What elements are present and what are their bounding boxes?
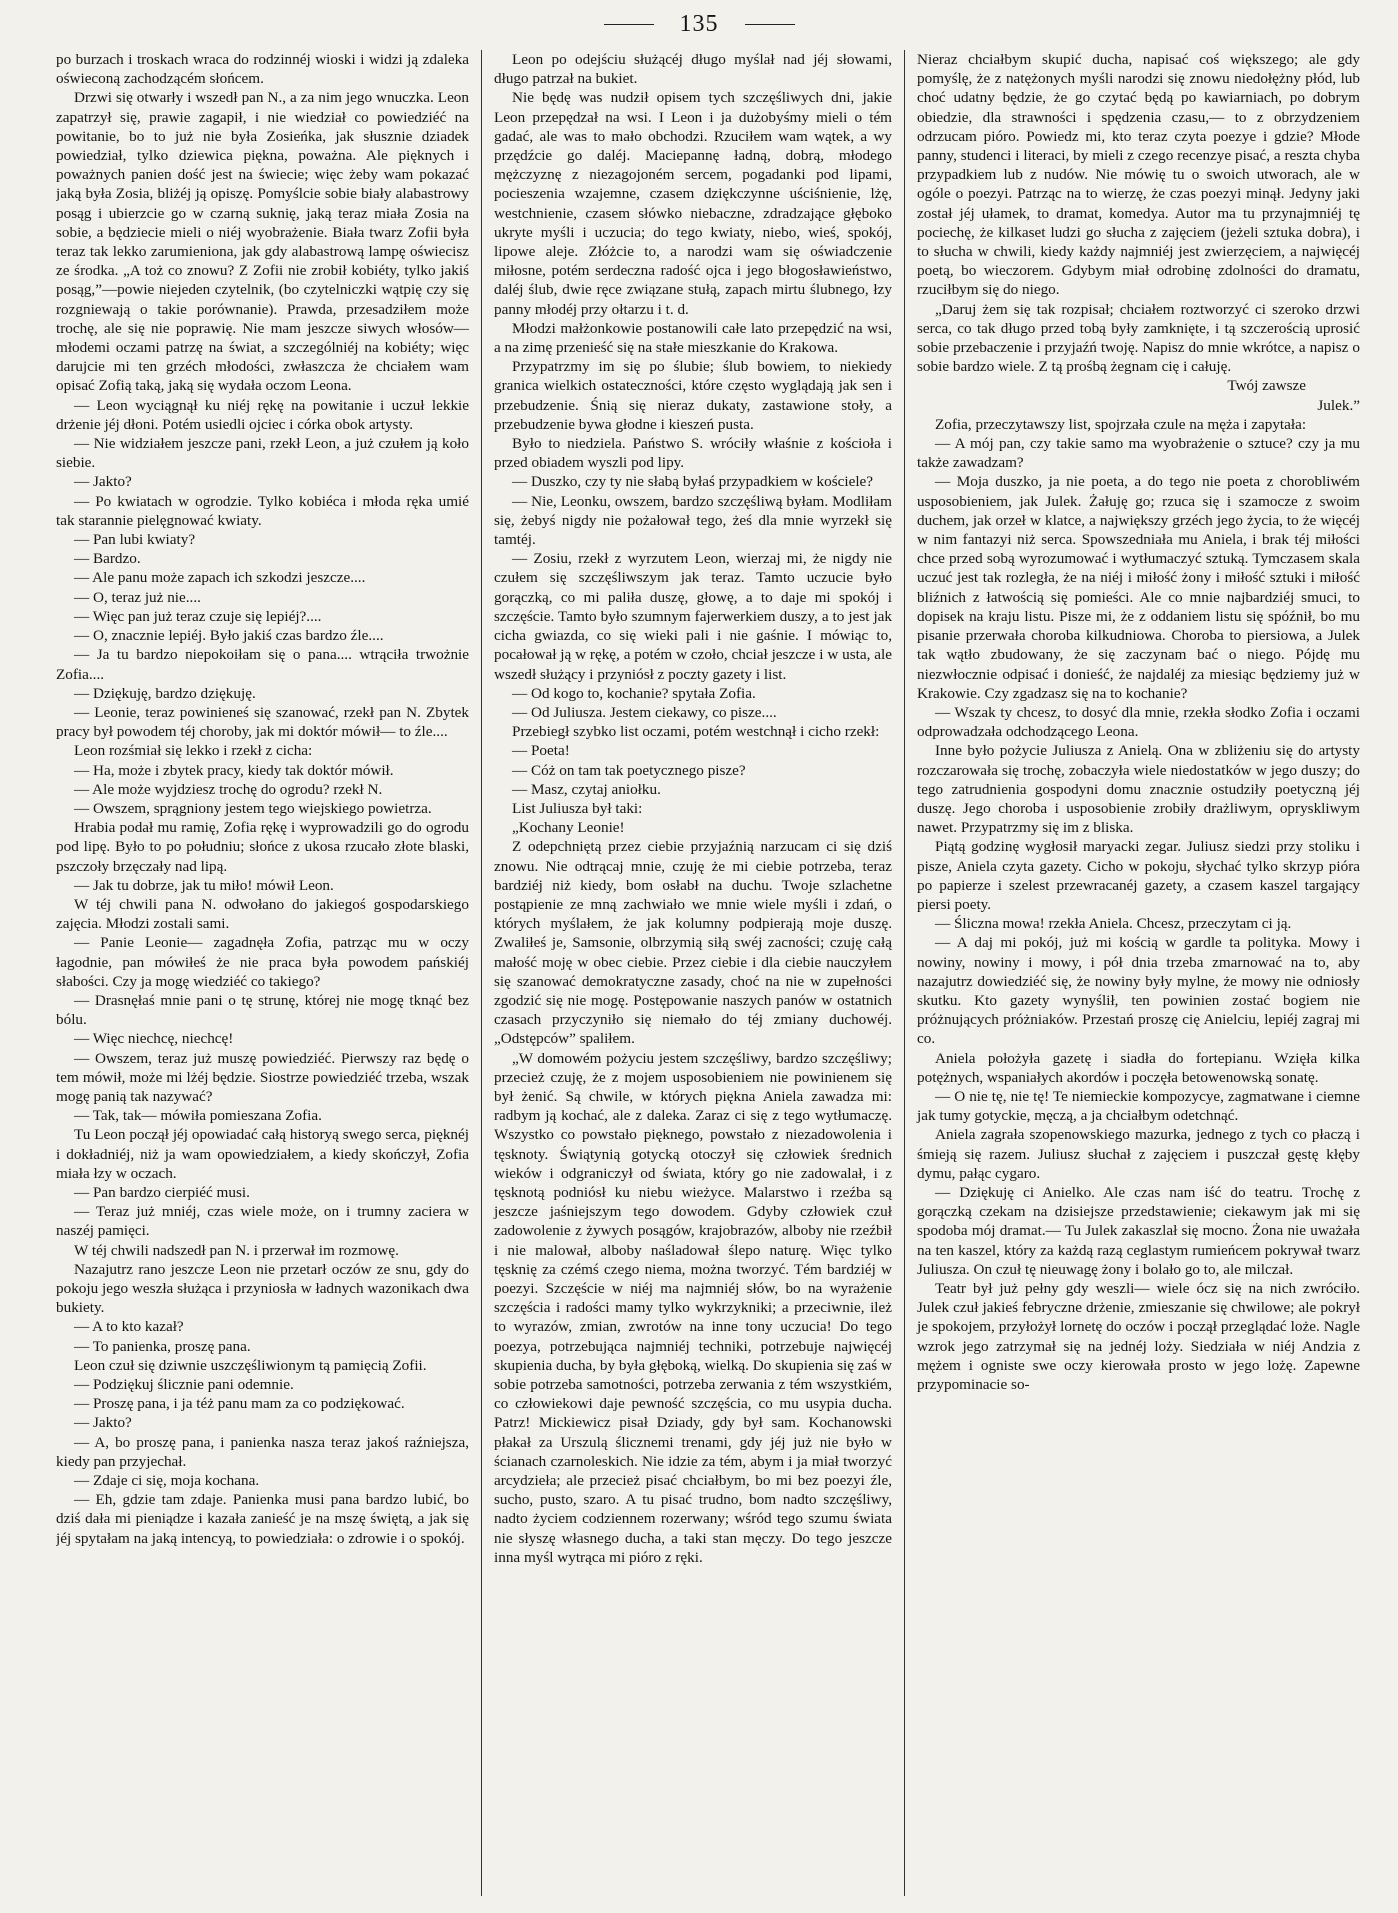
column-1 <box>56 50 481 1896</box>
letter-signature: Julek.” <box>1317 396 1360 414</box>
paragraph: Piątą godzinę wygłosił maryacki zegar. Juliusz siedzi przy stoliku i pisze, Aniela czyta gazety. Cicho w pokoju, słychać tylko skrzyp pióra po papierze i szelest przewracanéj gazety, a czasem kaszel targający piersi poety. <box>917 838 1360 913</box>
header-rule-right <box>745 24 795 25</box>
paragraph: Aniela położyła gazetę i siadła do fortepianu. Wzięła kilka potężnych, wspaniałych akordów i poczęła betowenowską sonatę. <box>917 1049 1360 1086</box>
paragraph: — Zdaje ci się, moja kochana. <box>74 1472 260 1490</box>
paragraph: — Masz, czytaj aniołku. <box>512 780 661 798</box>
paragraph: — Bardzo. <box>74 550 141 568</box>
paragraph: — Nie widziałem jeszcze pani, rzekł Leon, a już czułem ją koło siebie. <box>56 435 469 472</box>
paragraph: — Ha, może i zbytek pracy, kiedy tak doktór mówił. <box>74 761 394 779</box>
paragraph: — Duszko, czy ty nie słabą byłaś przypadkiem w kościele? <box>512 473 874 491</box>
paragraph: — Dziękuję ci Anielko. Ale czas nam iść do teatru. Trochę z gorączką czekam na dzisiejsze przedstawienie; ciekawym jak mi się spodoba mój dramat.— Tu Julek zakaszlał się mocno. Żona nie uważała na ten kaszel, który za każdą razą ceglastym rumieńcem pokrywał twarz Juliusza. On czuł tę nieuwagę żony i bolało go to, ale milczał. <box>917 1183 1360 1278</box>
paragraph: — Podziękuj ślicznie pani odemnie. <box>74 1376 294 1394</box>
paragraph: — A mój pan, czy takie samo ma wyobrażenie o sztuce? czy ja mu także zawadzam? <box>917 435 1360 472</box>
paragraph: — O, teraz już nie.... <box>74 588 201 606</box>
paragraph: — Więc pan już teraz czuje się lepiéj?.... <box>74 607 322 625</box>
header-rule-left <box>604 24 654 25</box>
paragraph: — Pan bardzo cierpiéć musi. <box>74 1183 250 1201</box>
paragraph: — A to kto kazał? <box>74 1318 184 1336</box>
paragraph: — Pan lubi kwiaty? <box>74 531 196 549</box>
paragraph: — Jak tu dobrze, jak tu miło! mówił Leon. <box>74 876 334 894</box>
paragraph: — Jakto? <box>74 473 132 491</box>
paragraph: Aniela zagrała szopenowskiego mazurka, jednego z tych co płaczą i śmieją się razem. Juliusz słuchał z zajęciem i puszczał gęstę kłęby dymu, pałąc cygaro. <box>917 1126 1360 1182</box>
paragraph: Z odepchniętą przez ciebie przyjaźnią narzucam ci się dziś znowu. Nie odtrącaj mnie, czuję że mi ciebie potrzeba, teraz bardziéj niż kiedy, bom osłabł na duchu. Twoje szlachetne postąpienie ze mną zachwiało we mnie wiele myśli i zdań, o których myślałem, że jak kolumny podpierają moje duszę. Zwaliłeś je, Samsonie, olbrzymią siłą swéj zacności; czuję całą małość moję w obec ciebie. Przez ciebie i dla ciebie nauczyłem się szanować demokratyczne zasady, choć na nie w zupełności zgodzić się nie mogę. Postępowanie naszych panów w ostatnich czasach przyczyniło się niemało do téj zmiany duchowéj. „Odstępców” spaliłem. <box>494 838 892 1048</box>
paragraph: — O nie tę, nie tę! Te niemieckie kompozycye, zagmatwane i ciemne jak tumy gotyckie, męczą, a ja chciałbym odetchnąć. <box>917 1087 1360 1125</box>
paragraph: — Nie, Leonku, owszem, bardzo szczęśliwą byłam. Modliłam się, żebyś nigdy nie pożałował tego, żeś dla mnie wyrzekł się tamtéj. <box>494 492 892 549</box>
paragraph: Nazajutrz rano jeszcze Leon nie przetarł oczów ze snu, gdy do pokoju jego weszła służąca i przyniosła w ładnych wazonikach dwa bukiety. <box>56 1260 469 1317</box>
paragraph: — Po kwiatach w ogrodzie. Tylko kobiéca i młoda ręka umié tak starannie pielęgnować kwiaty. <box>56 492 469 529</box>
paragraph: Leon rozśmiał się lekko i rzekł z cicha: <box>74 742 313 760</box>
paragraph: Zofia, przeczytawszy list, spojrzała czule na męża i zapytała: <box>935 415 1307 433</box>
paragraph: — Wszak ty chcesz, to dosyć dla mnie, rzekła słodko Zofia i oczami odprowadzała odchodzącego Leona. <box>917 703 1360 741</box>
paragraph: Młodzi małżonkowie postanowili całe lato przepędzić na wsi, a na zimę przenieść się na stałe mieszkanie do Krakowa. <box>494 319 892 357</box>
text-columns <box>56 50 1360 1896</box>
paragraph: — O, znacznie lepiéj. Było jakiś czas bardzo źle.... <box>74 627 384 645</box>
paragraph: Leon po odejściu służącéj długo myślał nad jéj słowami, długo patrzał na bukiet. <box>494 51 892 88</box>
paragraph: — Od Juliusza. Jestem ciekawy, co pisze.... <box>512 703 777 721</box>
paragraph: Leon czuł się dziwnie uszczęśliwionym tą pamięcią Zofii. <box>74 1356 427 1374</box>
paragraph: — Owszem, teraz już muszę powiedziéć. Pierwszy raz będę o tem mówił, może mi lżéj będzie. Siostrze powiedziéć trzeba, wszak mogę panią tak nazywać? <box>56 1049 469 1105</box>
paragraph: — Ale może wyjdziesz trochę do ogrodu? rzekł N. <box>74 780 383 798</box>
paragraph: Nieraz chciałbym skupić ducha, napisać coś większego; ale gdy pomyślę, że z natężonych myśli narodzi się znowu niedołężny płód, lub choć udatny będzie, że go czytać będą po kawiarniach, po dobrym obiedzie, dla strawności i spędzenia czasu,— to z obrzydzeniem odrzucam pióro. Powiedz mi, kto teraz czyta poezye i gdzie? Młode panny, studenci i literaci, by mieli z czego recenzye pisać, a reszta chyba przypadkiem lub z nudów. Nie mówię tu o swoich utworach, ale w ogóle o poezyi. Patrząc na to wierzę, że czas poezyi minął. Jedyny jaki został jéj ułamek, to dramat, komedya. Autor ma tu przynajmniéj tę pociechę, że kilkaset ludzi go słucha z zajęciem (jeżeli sztuka dobra), i to słucha w chwili, kiedy każdy najmniéj jest zwierzęciem, a najwięcéj poetą, bo wieczorem. Gdybym miał odrobinę zdolności do dramatu, rzuciłbym się do niego. <box>917 51 1360 299</box>
paragraph: — Drasnęłaś mnie pani o tę strunę, której nie mogę tknąć bez bólu. <box>56 991 469 1029</box>
column-2 <box>481 50 904 1896</box>
paragraph: Drzwi się otwarły i wszedł pan N., a za nim jego wnuczka. Leon zapatrzył się, prawie zagapił, i nie wiedział co powiedziéć na powitanie, bo to już nie była Zosieńka, jak słusznie dziadek powiedział, tylko dziewica piękna, poważna. Ale pięknych i poważnych panien dość jest na świecie; więc żeby wam pokazać jaką była Zosia, bliżéj ją opiszę. Pomyślcie sobie biały alabastrowy posąg i ubierzcie go w czarną suknię, jaką teraz miała Zosia na sobie, a będziecie mieli o niéj wyobrażenie. Biała twarz Zofii była teraz tak lekko zarumieniona, jak gdy alabastrową lampę oświecisz ze środka. „A toż co znowu? Z Zofii nie zrobił kobiéty, tylko jakiś posąg,”—powie niejeden czytelnik, (bo czytelniczki wątpię czy się rozgniewają o takie porównanie). Prawda, przesadziłem może trochę, ale się nie poprawię. Nie mam jeszcze siwych włosów— młodemi oczami patrzę na świat, a szczególniéj na kobiéty; więc darujcie mi ten grzéch młodości, zwłaszcza że chciałem wam opisać Zofią taką, jaką się wydała oczom Leona. <box>56 89 469 395</box>
paragraph: — Poeta! <box>512 742 570 760</box>
paragraph: Inne było pożycie Juliusza z Anielą. Ona w zbliżeniu się do artysty rozczarowała się trochę, zobaczyła wiele niedostatków w jego duszy; do tego zatrudnienia gospodyni domu znacznie ostudziły poetyczną jéj duszę. Jego choroba i usposobienie zrobiły drażliwym, opryskliwym nawet. Przypatrzmy się im z bliska. <box>917 742 1360 837</box>
paragraph: — Zosiu, rzekł z wyrzutem Leon, wierzaj mi, że nigdy nie czułem się szczęśliwszym jak teraz. Tamto uczucie było gorączką, co mi paliła duszę, głowę, a to daje mi spokój i szczęście. Tamto było szumnym fajerwerkiem duszy, a to jest jak cicha gwiazda, co się wieki pali i nie gaśnie. I mówiąc to, pocałował ją w rękę, a potém w czoło, chciał jeszcze i w usta, ale wszedł służący i przyniósł z poczty gazety i list. <box>494 550 892 683</box>
page-number: 135 <box>679 10 719 37</box>
letter-closing: Twój zawsze <box>1227 377 1306 395</box>
paragraph: — Więc niechcę, niechcę! <box>74 1030 234 1048</box>
paragraph: — Eh, gdzie tam zdaje. Panienka musi pana bardzo lubić, bo dziś dała mi pieniądze i kazała zanieść je na mszę świętą, a jak się jéj spytałam na jaką intencyą, to powiedziała: o zdrowie i o spokój. <box>56 1491 469 1547</box>
paragraph: — A daj mi pokój, już mi kością w gardle ta polityka. Mowy i nowiny, nowiny i mowy, i pół dnia trzeba zmarnować na to, aby nazajutrz dowiedziéć się, że nowiny były mylne, że mowy nie odniosły skutku. Kto gazety wynyślił, ten powinien zostać bogiem nie próżnujących próżniaków. Przestań proszę cię Anielciu, lepiéj zagraj mi co. <box>917 934 1360 1048</box>
paragraph: „Kochany Leonie! <box>512 819 625 837</box>
column-3 <box>904 50 1360 1896</box>
page-header <box>0 4 1398 44</box>
paragraph: — Cóż on tam tak poetycznego pisze? <box>512 761 746 779</box>
paragraph: — A, bo proszę pana, i panienka nasza teraz jakoś raźniejsza, kiedy pan przyjechał. <box>56 1433 469 1470</box>
paragraph: — Leon wyciągnął ku niéj rękę na powitanie i uczuł lekkie drżenie jéj dłoni. Potém usiedli ojciec i córka obok artysty. <box>56 396 469 433</box>
paragraph: — Teraz już mniéj, czas wiele może, on i trumny zaciera w naszéj pamięci. <box>56 1203 469 1240</box>
paragraph: W téj chwili nadszedł pan N. i przerwał im rozmowę. <box>74 1241 399 1259</box>
paragraph: — Ja tu bardzo niepokoiłam się o pana.... wtrąciła trwożnie Zofia.... <box>56 646 469 683</box>
paragraph: po burzach i troskach wraca do rodzinnéj wioski i widzi ją zdaleka oświeconą zachodzącém słońcem. <box>56 51 469 88</box>
paragraph: Było to niedziela. Państwo S. wróciły właśnie z kościoła i przed obiadem wyszli pod lipy. <box>494 435 892 472</box>
paragraph: — Ale panu może zapach ich szkodzi jeszcze.... <box>74 569 366 587</box>
paragraph: — Moja duszko, ja nie poeta, a do tego nie poeta z chorobliwém usposobieniem, jak Julek. Żałuję go; rzuca się i szamocze z swoim duchem, jak orzeł w klatce, a największy grzéch jego życia, to że więcéj w nim fantazyi niż serca. Spowszedniała mu Aniela, i brak téj miłości chce przed sobą wyrozumować i wytłumaczyć sztuką. Tymczasem skala uczuć jest tak rozległa, że na niéj i miłość żony i miłość sztuki i miłość bliźnich z łatwością się pomieści. Ale co mnie najbardziéj smuci, to dopisek na kraju listu. Pisze mi, że z oddaniem listu się spóźnił, bo mu pisanie przerwała choroba kilkudniowa. Choroba to piersiowa, a Julek tak wątło zbudowany, że się zaczynam bać o niego. Pójdę mu niezwłocznie odpisać i donieść, że najdaléj za miesiąc będziemy już w Krakowie. Czy zgadzasz się na to kochanie? <box>917 473 1360 702</box>
paragraph: — Leonie, teraz powinieneś się szanować, rzekł pan N. Zbytek pracy był powodem téj choroby, jak mi doktór mówił— to źle.... <box>56 703 469 741</box>
paragraph: Przypatrzmy im się po ślubie; ślub bowiem, to niekiedy granica wielkich ostateczności, które często wyglądają jak sen i przebudzenie. Śnią się nieraz dukaty, zastawione stoły, a przebudzenie bywa głodne i kieszeń pusta. <box>494 358 892 433</box>
paragraph: List Juliusza był taki: <box>512 799 643 817</box>
paragraph: — Śliczna mowa! rzekła Aniela. Chcesz, przeczytam ci ją. <box>935 915 1292 933</box>
paragraph: — To panienka, proszę pana. <box>74 1337 251 1355</box>
paragraph: „Daruj żem się tak rozpisał; chciałem roztworzyć ci szeroko drzwi serca, co tak długo przed tobą były zamknięte, i tą szczerością uprosić sobie przebaczenie i przyjaźń twoję. Napisz do mnie wkrótce, a napisz o sobie bardzo wiele. Z tą prośbą żegnam cię i całuję. <box>917 300 1360 376</box>
paragraph: — Tak, tak— mówiła pomieszana Zofia. <box>74 1107 322 1125</box>
paragraph: — Od kogo to, kochanie? spytała Zofia. <box>512 684 756 702</box>
paragraph: Tu Leon począł jéj opowiadać całą historyą swego serca, pięknéj i dokładniéj, niż ja wam opowiedziałem, a kiedy skończył, Zofia miała łzy w oczach. <box>56 1126 469 1182</box>
paragraph: — Dziękuję, bardzo dziękuję. <box>74 684 256 702</box>
paragraph: — Proszę pana, i ja téż panu mam za co podziękować. <box>74 1395 405 1413</box>
paragraph: — Owszem, sprągniony jestem tego wiejskiego powietrza. <box>74 799 432 817</box>
paragraph: — Panie Leonie— zagadnęła Zofia, patrząc mu w oczy łagodnie, pan mówiłeś że nie praca była powodem pańskiéj słabości. Czy ja mogę wiedziéć co takiego? <box>56 934 469 990</box>
paragraph: W téj chwili pana N. odwołano do jakiegoś gospodarskiego zajęcia. Młodzi zostali sami. <box>56 895 469 933</box>
paragraph: „W domowém pożyciu jestem szczęśliwy, bardzo szczęśliwy; przecież czuję, że z mojem usposobieniem nie powinienem się był żenić. Są chwile, w których piękna Aniela zawadza mi: radbym ją kochać, ale z daleka. Zaraz ci się z tego wytłumaczę. Wszystko co powstało pięknego, powstało z niezadowolenia i tęsknoty. Świątynią gotycką otoczył się człowiek średnich wieków i odgraniczył od świata, który go nie zadowalał, i z tęsknotą podniósł ku niebu wieżyce. Malarstwo i rzeźba są jeszcze jaśniejszym tego dowodem. Gdyby człowiek czuł zadowolenie z żywych posągów, krajobrazów, alboby nie rzeźbił i nie malował, alboby naśladował ślepo naturę. Więc tylko tęsknię za czémś czego niema, można tworzyć. Tém bardziéj w poezyi. Szczęście w niéj ma najmniéj słów, bo na wyrażenie szczęścia i radości mamy tylko wykrzykniki; a przeciwnie, ileż to wyrazów, zmian, zwrotów na inne tony uczucia! Do tego poezya, potrzebująca najmniéj techniki, potrzebuje najwięcéj skupienia ducha, by była głęboką, wielką. Do skupienia się zaś w sobie potrzeba samotności, potrzeba zerwania z tém wszystkiém, co człowiekowi daje pewność szczęścia, co mu usypia ducha. Patrz! Mickiewicz pisał Dziady, gdy był sam. Kochanowski płakał za Urszulą ślicznemi trenami, gdy jéj już nie było w ścianach czarnoleskich. Nie idzie za tém, abym i ja miał tworzyć arcydzieła; ale przecież pisać chciałbym, bo mi bez poezyi źle, sucho, pusto, szaro. A tu pisać trudno, bom nadto szczęśliwy, nadto życiem codziennem rozerwany; wśród tego szumu świata nie słyszę własnego ducha, a taki stan męczy. Do tego jeszcze inna myśl wytrąca mi pióro z ręki. <box>494 1049 892 1566</box>
paragraph: Nie będę was nudził opisem tych szczęśliwych dni, jakie Leon przepędzał na wsi. I Leon i ja dużobyśmy mieli o tém gadać, ale was to mało obchodzi. Rzuciłem wam wątek, a wy przędźcie go daléj. Maciepannę ładną, dobrą, młodego mężczyznę z niezagojoném sercem, pogadanki pod lipami, pocieszenia wzajemne, czasem dziękczynne uściśnienie, lżę, westchnienie, czasem słówko niebaczne, zdradzające głęboko ukryte myśli i uczucia; do tego kwiaty, niebo, wieś, spokój, lipowe aleje. Złóżcie to, a narodzi wam się oświadczenie miłosne, potém serdeczna radość ojca i jego błogosławieństwo, daléj ślub, dwie ręce związane stułą, zapach mirtu ślubnego, łzy panny młodéj przy ołtarzu i t. d. <box>494 89 892 318</box>
paragraph: — Jakto? <box>74 1414 132 1432</box>
paragraph: Teatr był już pełny gdy weszli— wiele ócz się na nich zwróciło. Julek czuł jakieś febryczne drżenie, zmieszanie się chwilowe; ale pokrył je spokojem, przyłożył lornetę do oczów i począł przeglądać loże. Nagle wzrok jego zatrzymał się na jednéj loży. Siedziała w niéj Andzia z mężem i ogniste swe oczy kierowała prosto w jego lożę. Zapewne przypominacie so- <box>917 1280 1360 1394</box>
paragraph: Przebiegł szybko list oczami, potém westchnął i cicho rzekł: <box>512 723 880 741</box>
paragraph: Hrabia podał mu ramię, Zofia rękę i wyprowadzili go do ogrodu pod lipę. Było to po południu; słońce z ukosa rzucało złote blaski, pszczoły brzęczały nad lipą. <box>56 819 469 875</box>
